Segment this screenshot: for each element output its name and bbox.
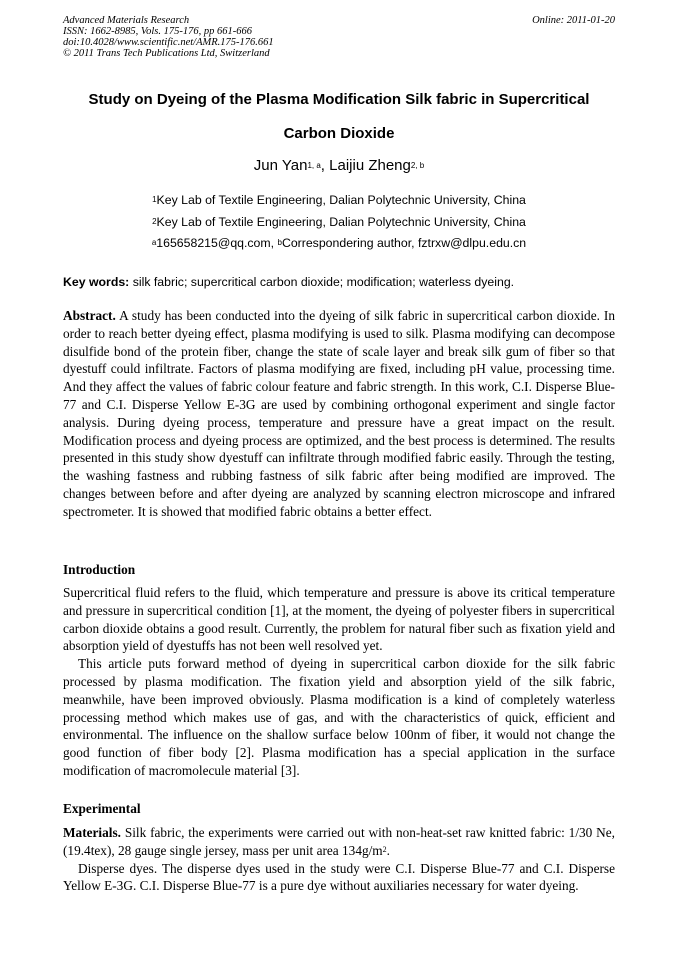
materials-sup: 2 bbox=[382, 845, 387, 855]
email-line bbox=[50, 236, 628, 251]
abstract bbox=[63, 307, 615, 521]
email-b-sup: b bbox=[277, 237, 282, 247]
issn-line: ISSN: 1662-8985, Vols. 175-176, pp 661-666 bbox=[63, 26, 252, 37]
online-date: Online: 2011-01-20 bbox=[532, 15, 615, 26]
author-1-sup: 1, a bbox=[307, 160, 321, 170]
keywords bbox=[63, 275, 615, 290]
materials-paragraph bbox=[63, 824, 615, 860]
title-line-1: Study on Dyeing of the Plasma Modification Silk fabric in Supercritical bbox=[88, 91, 590, 108]
intro-paragraph-1: Supercritical fluid refers to the fluid, which temperature and pressure is above its critical temperature and pressure in supercritical condition [1], at the moment, the dyeing of polyester fibers in supercritical carbon dioxide obtains a good result. Currently, the problem for natural fiber such as fixation yield and absorption yield of dyestuffs has not been well resolved yet. bbox=[63, 585, 615, 654]
email-a-sup: a bbox=[151, 237, 157, 247]
copyright-line: © 2011 Trans Tech Publications Ltd, Switzerland bbox=[63, 48, 270, 59]
author-separator: , bbox=[320, 157, 330, 174]
title-line-2: Carbon Dioxide bbox=[283, 125, 395, 142]
journal-header bbox=[63, 15, 274, 59]
materials-text: Silk fabric, the experiments were carried out with non-heat-set raw knitted fabric: 1/30 Ne, (19.4tex), 28 gauge single jersey, mass per unit area 134g/m bbox=[63, 825, 615, 858]
materials-end: . bbox=[386, 842, 390, 858]
experimental-heading: Experimental bbox=[63, 801, 141, 816]
journal-name: Advanced Materials Research bbox=[63, 15, 190, 26]
affiliation-1 bbox=[50, 193, 628, 208]
doi-line: doi:10.4028/www.scientific.net/AMR.175-176.661 bbox=[63, 37, 274, 48]
email-a: 165658215@qq.com, bbox=[156, 236, 278, 250]
materials-label: Materials. bbox=[63, 825, 121, 840]
aff-1-text: Key Lab of Textile Engineering, Dalian Polytechnic University, China bbox=[156, 193, 526, 207]
keywords-label: Key words: bbox=[63, 275, 130, 289]
abstract-label: Abstract. bbox=[63, 308, 116, 323]
affiliation-2 bbox=[50, 215, 628, 230]
author-2-name: Laijiu Zheng bbox=[329, 157, 411, 174]
introduction-heading: Introduction bbox=[63, 562, 136, 577]
aff-1-sup: 1 bbox=[152, 194, 157, 204]
aff-2-text: Key Lab of Textile Engineering, Dalian Polytechnic University, China bbox=[156, 215, 526, 229]
aff-2-sup: 2 bbox=[152, 216, 157, 226]
author-list bbox=[50, 156, 628, 176]
abstract-text: A study has been conducted into the dyeing of silk fabric in supercritical carbon dioxide. In order to reach better dyeing effect, plasma modifying is used to silk. Plasma modifying can decompose disulfide bond of the protein fiber, change the state of scale layer and break silk gum of fiber so that dyestuff could infiltrate. Factors of plasma modifying are fixed, including pH value, processing time. And they affect the values of fabric colour feature and fabric strength. In this work, C.I. Disperse Blue-77 and C.I. Disperse Yellow E-3G are used by combining orthogonal experiment and single factor analysis. During dyeing process, temperature and pressure have a great impact on the result. Modification process and dyeing process are optimized, and the best process is determined. The results presented in this study show dyestuff can infiltrate through modified fabric easily. Through the testing, the washing fastness and rubbing fastness of silk fabric after being modified are improved. The changes between before and after dyeing are analyzed by scanning electron microscope and infrared spectrometer. It is showed that modified fabric obtains a better effect. bbox=[63, 308, 615, 519]
author-1-name: Jun Yan bbox=[253, 157, 308, 174]
author-2-sup: 2, b bbox=[410, 160, 425, 170]
keywords-text: silk fabric; supercritical carbon dioxide; modification; waterless dyeing. bbox=[129, 275, 515, 289]
dyes-paragraph: Disperse dyes. The disperse dyes used in the study were C.I. Disperse Blue-77 and C.I. Disperse Yellow E-3G. C.I. Disperse Blue-77 is a pure dye without auxiliaries necessary for water dyeing. bbox=[63, 860, 615, 894]
email-b: Correspondering author, fztrxw@dlpu.edu.cn bbox=[281, 236, 527, 250]
experimental-body bbox=[63, 824, 615, 895]
intro-paragraph-2: This article puts forward method of dyeing in supercritical carbon dioxide for the silk fabric processed by plasma modification. The fixation yield and absorption yield of the silk fabric, meanwhile, have been improved obviously. Plasma modification is a kind of completely waterless processing method which makes use of gas, and with the characteristics of quick, efficient and environmental. The influence on the shallow surface below 100nm of fiber, it would not change the good function of fiber body [2]. Plasma modification has a special application in the surface modification of macromolecule material [3]. bbox=[63, 656, 615, 778]
introduction-body bbox=[63, 584, 615, 780]
